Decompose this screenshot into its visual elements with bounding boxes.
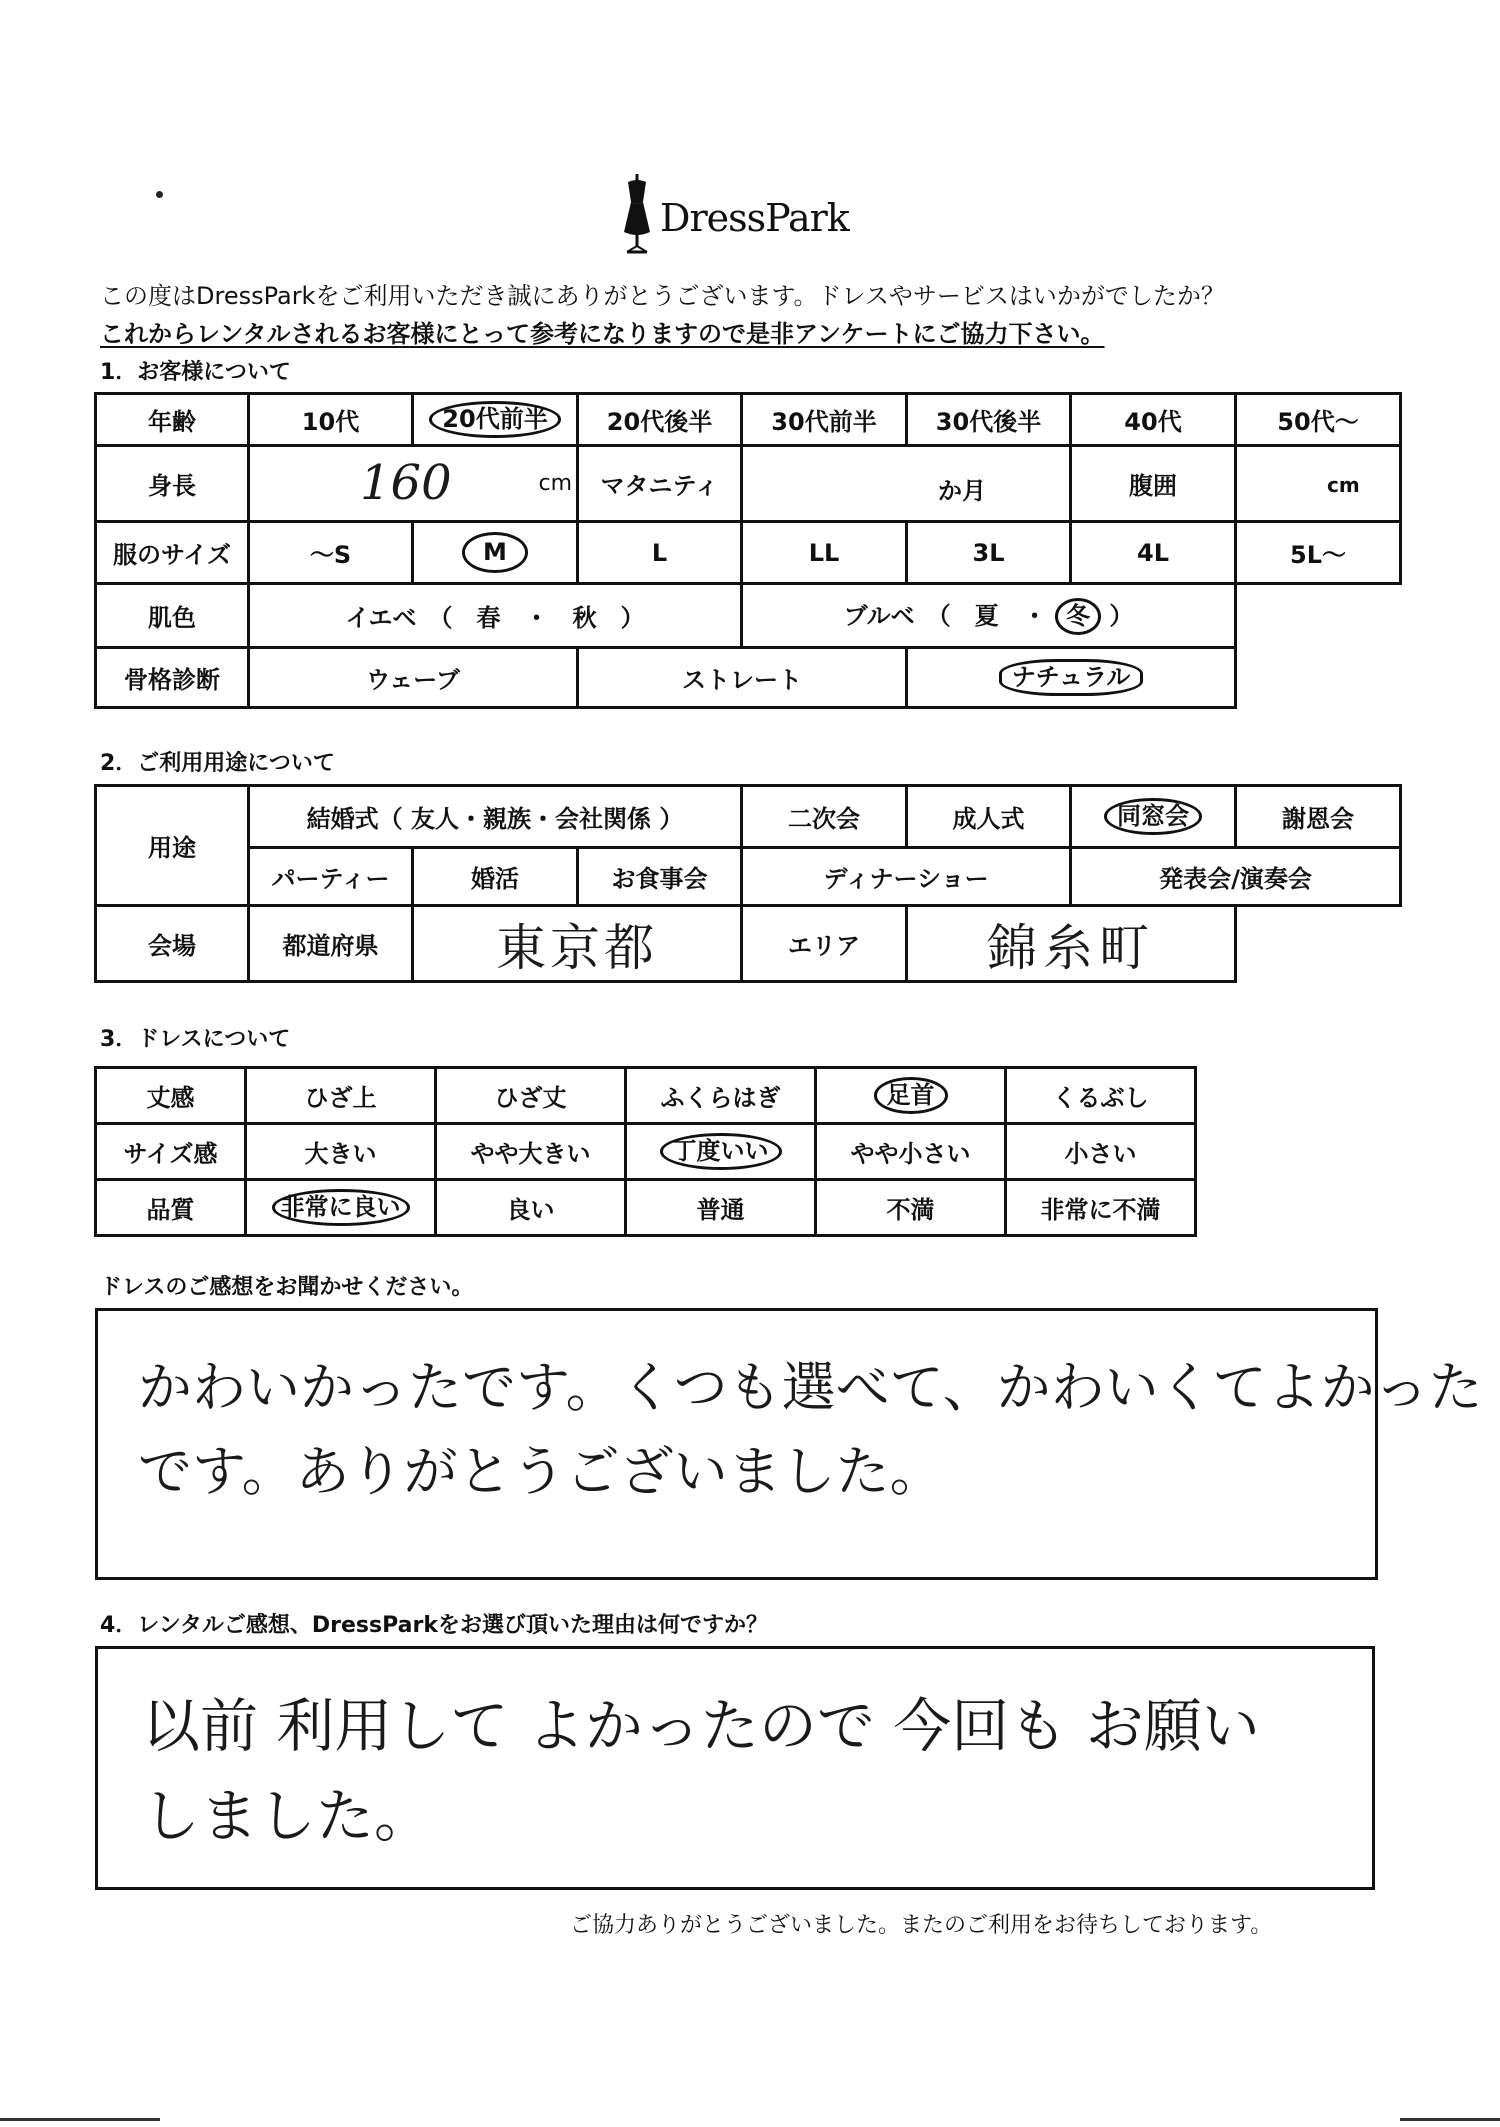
maternity-months-unit: か月 [938, 477, 986, 505]
size-option-4l[interactable]: 4L [1071, 522, 1236, 584]
usage-thanks-party[interactable]: 謝恩会 [1236, 786, 1401, 848]
usage-party[interactable]: パーティー [249, 848, 413, 906]
height-row [96, 446, 1401, 522]
length-option-knee[interactable]: ひざ丈 [436, 1068, 626, 1124]
age-row [96, 394, 1401, 446]
length-row [96, 1068, 1196, 1124]
selected-circle: 20代前半 [429, 401, 560, 437]
impression-line-2: です。ありがとうございました。 [138, 1440, 944, 1503]
fit-option-small[interactable]: 小さい [1006, 1124, 1196, 1180]
reason-box[interactable] [95, 1646, 1375, 1890]
usage-row-2 [96, 848, 1401, 906]
quality-option-dissatisfied[interactable]: 不満 [816, 1180, 1006, 1236]
usage-after-party[interactable]: 二次会 [742, 786, 907, 848]
usage-dinner-show[interactable]: ディナーショー [742, 848, 1071, 906]
fit-option-slightly-small[interactable]: やや小さい [816, 1124, 1006, 1180]
impression-prompt: ドレスのご感想をお聞かせください。 [100, 1275, 474, 1300]
scan-edge-mark [1400, 2118, 1500, 2121]
age-option-late-30s[interactable]: 30代後半 [907, 394, 1071, 446]
usage-table [94, 784, 1402, 983]
quality-option-very-good[interactable] [246, 1180, 436, 1236]
fit-option-just-right[interactable] [626, 1124, 816, 1180]
dress-table [94, 1066, 1197, 1237]
height-label: 身長 [96, 446, 249, 522]
selected-circle: 同窓会 [1104, 798, 1202, 834]
usage-wedding[interactable]: 結婚式（ 友人・親族・会社関係 ） [249, 786, 742, 848]
frame-option-natural[interactable] [907, 648, 1236, 708]
quality-option-very-dissatisfied[interactable]: 非常に不満 [1006, 1180, 1196, 1236]
area-label: エリア [742, 906, 907, 982]
height-value: 160 [360, 455, 452, 511]
reason-line-2: しました。 [142, 1782, 433, 1850]
quality-option-good[interactable]: 良い [436, 1180, 626, 1236]
selected-circle: ナチュラル [999, 659, 1144, 695]
impression-line-1: かわいかったです。くつも選べて、かわいくてよかった [138, 1356, 1483, 1419]
customer-table [94, 392, 1402, 709]
length-option-above-knee[interactable]: ひざ上 [246, 1068, 436, 1124]
frame-label: 骨格診断 [96, 648, 249, 708]
frame-option-wave[interactable]: ウェーブ [249, 648, 578, 708]
skin-label: 肌色 [96, 584, 249, 648]
age-label: 年齢 [96, 394, 249, 446]
size-option-3l[interactable]: 3L [907, 522, 1071, 584]
size-label: 服のサイズ [96, 522, 249, 584]
height-field[interactable] [249, 446, 578, 522]
fit-option-slightly-large[interactable]: やや大きい [436, 1124, 626, 1180]
quality-label: 品質 [96, 1180, 246, 1236]
area-field[interactable] [907, 906, 1236, 982]
usage-recital[interactable]: 発表会/演奏会 [1071, 848, 1401, 906]
length-option-calf[interactable]: ふくらはぎ [626, 1068, 816, 1124]
section1-title: 1．お客様について [100, 360, 291, 385]
length-option-ankle[interactable] [816, 1068, 1006, 1124]
usage-reunion[interactable] [1071, 786, 1236, 848]
size-option-l[interactable]: L [578, 522, 742, 584]
intro-text: この度はDressParkをご利用いただき誠にありがとうございます。ドレスやサービスはいかがでしたか？ [100, 282, 1225, 310]
section3-title: 3．ドレスについて [100, 1027, 291, 1052]
fit-row [96, 1124, 1196, 1180]
selected-circle: M [462, 532, 528, 572]
selected-circle: 丁度いい [660, 1133, 782, 1169]
usage-dinner[interactable]: お食事会 [578, 848, 742, 906]
selected-circle: 足首 [874, 1077, 948, 1113]
fit-option-large[interactable]: 大きい [246, 1124, 436, 1180]
skin-blue-base[interactable] [742, 584, 1236, 648]
footer-thanks: ご協力ありがとうございました。またのご利用をお待ちしております。 [570, 1913, 1273, 1938]
frame-option-straight[interactable]: ストレート [578, 648, 907, 708]
selected-circle: 冬 [1055, 598, 1101, 634]
venue-label: 会場 [96, 906, 249, 982]
scan-edge-mark [0, 2118, 160, 2121]
purpose-label: 用途 [96, 786, 249, 906]
reason-line-1: 以前 利用して よかったので 今回も お願い [142, 1692, 1260, 1760]
age-option-50s[interactable]: 50代～ [1236, 394, 1401, 446]
waist-label: 腹囲 [1071, 446, 1236, 522]
age-option-10s[interactable]: 10代 [249, 394, 413, 446]
skin-yellow-base[interactable]: イエベ （ 春 ・ 秋 ） [249, 584, 742, 648]
size-option-s[interactable]: ～S [249, 522, 413, 584]
dress-form-icon [618, 172, 656, 256]
maternity-field[interactable] [742, 446, 1071, 522]
quality-option-normal[interactable]: 普通 [626, 1180, 816, 1236]
brand-logo [618, 172, 858, 258]
fit-label: サイズ感 [96, 1124, 246, 1180]
length-option-ankle-bone[interactable]: くるぶし [1006, 1068, 1196, 1124]
section2-title: 2．ご利用用途について [100, 751, 335, 776]
quality-row [96, 1180, 1196, 1236]
intro-underlined: これからレンタルされるお客様にとって参考になりますので是非アンケートにご協力下さい。 [100, 320, 1105, 348]
usage-konkatsu[interactable]: 婚活 [413, 848, 578, 906]
brand-name: DressPark [660, 196, 849, 240]
age-option-late-20s[interactable]: 20代後半 [578, 394, 742, 446]
selected-circle: 非常に良い [272, 1189, 410, 1225]
age-option-40s[interactable]: 40代 [1071, 394, 1236, 446]
skin-blue-prefix: ブルベ （ 夏 ・ [843, 602, 1047, 631]
size-option-5l[interactable]: 5L～ [1236, 522, 1401, 584]
prefecture-label: 都道府県 [249, 906, 413, 982]
waist-unit: cm [1327, 473, 1360, 497]
size-option-ll[interactable]: LL [742, 522, 907, 584]
frame-row [96, 648, 1401, 708]
length-label: 丈感 [96, 1068, 246, 1124]
scan-speck [156, 191, 163, 198]
skin-blue-suffix: ） [1109, 602, 1134, 631]
prefecture-value: 東京都 [496, 918, 659, 977]
section4-title: 4．レンタルご感想、DressParkをお選び頂いた理由は何ですか？ [100, 1613, 768, 1638]
area-value: 錦糸町 [987, 918, 1156, 977]
waist-field[interactable] [1236, 446, 1401, 522]
venue-row [96, 906, 1401, 982]
age-option-early-20s[interactable] [413, 394, 578, 446]
prefecture-field[interactable] [413, 906, 742, 982]
size-row [96, 522, 1401, 584]
usage-row-1 [96, 786, 1401, 848]
age-option-early-30s[interactable]: 30代前半 [742, 394, 907, 446]
skin-row [96, 584, 1401, 648]
size-option-m[interactable] [413, 522, 578, 584]
maternity-label: マタニティ [578, 446, 742, 522]
impression-box[interactable] [95, 1308, 1483, 1580]
height-unit: cm [538, 471, 572, 496]
usage-coming-of-age[interactable]: 成人式 [907, 786, 1071, 848]
